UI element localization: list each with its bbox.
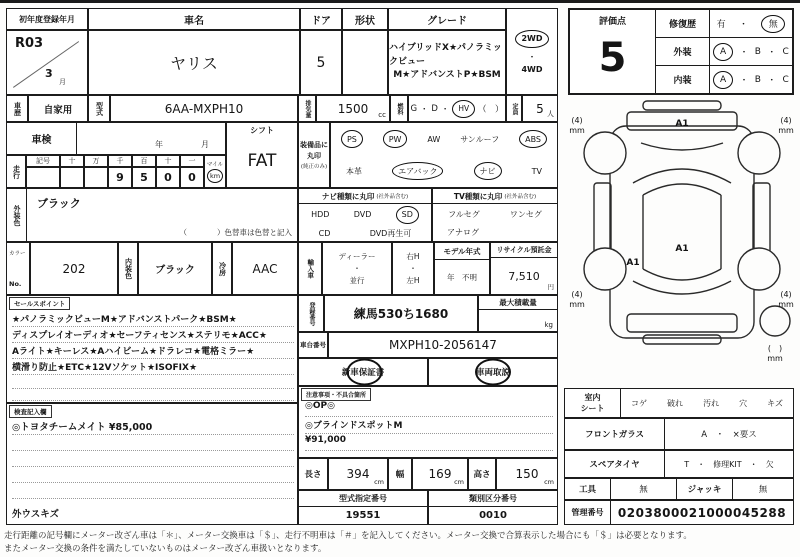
fuel-paren: （ ） bbox=[478, 104, 504, 115]
tv-oneseg: ワンセグ bbox=[509, 210, 542, 219]
tv-type-header: TV種類に丸印 (社外品含む) bbox=[433, 189, 557, 204]
exterior-grade-value: A ・ B ・ C bbox=[710, 38, 792, 66]
warranty-label: 新車保証書 bbox=[341, 368, 385, 378]
navi-cd: CD bbox=[318, 228, 331, 238]
recycle-cell bbox=[490, 242, 558, 295]
interior-color-label: 内装色 bbox=[118, 242, 138, 295]
navi-row2 bbox=[299, 225, 431, 241]
exterior-color-value: ブラック bbox=[37, 197, 81, 210]
seat-tear: 破れ bbox=[667, 398, 684, 408]
tread-depth-fr: (4) bbox=[780, 116, 792, 125]
rear-bumper bbox=[627, 314, 737, 332]
notes-tab: 注意事項・不具合箇所 bbox=[301, 388, 371, 401]
svg-text:mm: mm bbox=[778, 300, 794, 309]
reg-no-label: 登録番号 bbox=[298, 295, 324, 332]
notes-line: ◎OP◎ bbox=[305, 401, 553, 417]
shift-label: シフト bbox=[250, 126, 274, 135]
width-unit: cm bbox=[454, 478, 464, 486]
spare-tire-value: T ・ 修理KIT ・ 欠 bbox=[684, 459, 774, 469]
capacity-label: 定員 bbox=[506, 95, 522, 122]
circle-mark bbox=[475, 359, 511, 386]
history-value: 自家用 bbox=[28, 95, 88, 122]
grade-cell bbox=[388, 30, 506, 95]
type-designation-value: 19551 bbox=[345, 510, 381, 521]
car-name-cell: ヤリス bbox=[88, 30, 300, 95]
navi-row1 bbox=[299, 204, 431, 225]
seat-burn: コゲ bbox=[631, 398, 648, 408]
length-unit: cm bbox=[374, 478, 384, 486]
payload-cell bbox=[478, 295, 558, 332]
fuel-d: D bbox=[431, 103, 438, 114]
mileage-sign-cell bbox=[26, 167, 60, 188]
seat-row bbox=[564, 388, 794, 418]
equip-ps: PS bbox=[341, 130, 363, 148]
mileage-digit: 9 bbox=[108, 167, 132, 188]
drive-dot: ・ bbox=[527, 52, 537, 63]
score-label: 評価点 bbox=[598, 16, 626, 27]
ac-label: 冷房 bbox=[212, 242, 232, 295]
door-header: ドア bbox=[300, 8, 342, 30]
navi-hdd: HDD bbox=[311, 210, 330, 219]
check-entry-tab: 検査記入欄 bbox=[9, 405, 52, 418]
sales-line: ★パノラミックビューM★アドバンストパーク★BSM★ bbox=[12, 312, 294, 327]
interior-grade-label: 内装 bbox=[656, 66, 710, 93]
top-rule bbox=[0, 0, 800, 3]
inspection-label: 車検 bbox=[7, 123, 77, 154]
recycle-header: リサイクル預託金 bbox=[491, 243, 557, 258]
rear-window-line bbox=[633, 281, 731, 294]
recycle-value: 7,510 bbox=[508, 269, 540, 283]
recycle-unit: 円 bbox=[547, 283, 554, 291]
interior-grade-a: A bbox=[713, 71, 733, 89]
svg-text:mm: mm bbox=[767, 354, 783, 363]
navi-type-header: ナビ種類に丸印 (社外品含む) bbox=[299, 189, 431, 204]
shift-value: FAT bbox=[247, 151, 277, 171]
svg-text:mm: mm bbox=[569, 300, 585, 309]
seat-scratch: キズ bbox=[767, 398, 783, 408]
tv-row1 bbox=[433, 204, 557, 225]
history-label: 車歴 bbox=[6, 95, 28, 122]
seat-label: 室内 シート bbox=[565, 389, 621, 417]
roof-rear-line bbox=[643, 269, 721, 280]
model-code-value: 6AA-MXPH10 bbox=[110, 95, 298, 122]
tv-fullseg: フルセグ bbox=[448, 210, 480, 219]
capacity-value: 5 人 bbox=[522, 95, 558, 122]
seat-hole: 穴 bbox=[739, 398, 748, 408]
navi-type-cell bbox=[298, 188, 432, 242]
length-label: 長さ bbox=[298, 458, 328, 490]
evaluation-box bbox=[568, 8, 794, 95]
type-designation-header: 型式指定番号 bbox=[299, 491, 427, 507]
tread-depth-spare: ( ) bbox=[767, 344, 783, 353]
equip-airbag: エアバック bbox=[392, 162, 443, 180]
inspection-year-label: 年 bbox=[155, 140, 163, 149]
exterior-color-cell bbox=[6, 188, 298, 242]
exterior-grade-a: A bbox=[713, 43, 733, 61]
height-unit: cm bbox=[544, 478, 554, 486]
footer-note bbox=[4, 530, 796, 556]
front-trim bbox=[643, 101, 721, 110]
management-number: 0203800021000045288 bbox=[617, 505, 787, 520]
check-bottom-note: 外ウスキズ bbox=[12, 509, 60, 520]
score-cell bbox=[570, 10, 656, 93]
drive-4wd: 4WD bbox=[521, 64, 543, 74]
class-division-header: 類別区分番号 bbox=[429, 491, 557, 507]
mileage-col-ju: 十 bbox=[156, 155, 180, 167]
sales-line: Aライト★キーレス★Aハイビーム★ドラレコ★電格ミラー★ bbox=[12, 344, 294, 359]
mileage-col-kigo: 記号 bbox=[26, 155, 60, 167]
car-diagram bbox=[563, 99, 800, 387]
mile-label: マイル bbox=[206, 162, 224, 168]
damage-code-roof: A1 bbox=[675, 244, 689, 254]
drive-cell bbox=[506, 8, 558, 95]
mileage-col-man: 万 bbox=[84, 155, 108, 167]
ruled-line bbox=[12, 375, 294, 389]
reg-date-cell bbox=[6, 30, 88, 95]
tools-row bbox=[564, 478, 794, 500]
management-label: 管理番号 bbox=[565, 501, 611, 524]
car-top-view bbox=[563, 99, 800, 387]
import-label: 輸入車 bbox=[298, 242, 322, 295]
inspection-cell bbox=[6, 122, 226, 155]
equipment-label: 装備品に 丸印 (純正のみ) bbox=[298, 122, 330, 188]
equipment-row2 bbox=[330, 155, 558, 188]
equip-abs: ABS bbox=[519, 130, 547, 148]
import-handle-cell: 右H ・ 左H bbox=[392, 242, 434, 295]
model-year-value: 年 不明 bbox=[447, 272, 477, 282]
spare-tire-label: スペアタイヤ bbox=[565, 451, 665, 477]
equip-aw: AW bbox=[427, 134, 441, 144]
exterior-grade-label: 外装 bbox=[656, 38, 710, 66]
length-value: 394 cm bbox=[328, 458, 388, 490]
damage-code-front: A1 bbox=[675, 119, 689, 129]
jack-value: 無 bbox=[758, 485, 768, 495]
notes-line: ◎ブラインドスポットM bbox=[305, 418, 553, 434]
equip-pw: PW bbox=[383, 130, 408, 148]
ruled-line bbox=[12, 451, 294, 467]
equip-navi: ナビ bbox=[474, 162, 502, 180]
mileage-unit-cell bbox=[204, 155, 226, 188]
mileage-digit: 5 bbox=[132, 167, 156, 188]
repair-label: 修復歴 bbox=[656, 10, 710, 38]
drive-2wd: 2WD bbox=[515, 30, 548, 48]
color-no-label: カラー No. bbox=[6, 242, 30, 295]
shape-header: 形状 bbox=[342, 8, 388, 30]
tv-type-cell bbox=[432, 188, 558, 242]
sales-point-tab: セールスポイント bbox=[9, 297, 70, 310]
sales-line: 横滑り防止★ETC★12Vソケット★ISOFIX★ bbox=[12, 360, 294, 375]
repair-yes: 有 bbox=[716, 20, 726, 30]
tread-depth-fl: (4) bbox=[571, 116, 583, 125]
exterior-color-note: （ ）色替車は色替と記入 bbox=[179, 228, 292, 237]
equipment-row1 bbox=[330, 122, 558, 155]
mileage-col-ichi: 一 bbox=[180, 155, 204, 167]
tools-value: 無 bbox=[611, 479, 677, 499]
reg-date-header: 初年度登録年月 bbox=[6, 8, 88, 30]
grade-line1: ハイブリッドX★パノラミックビュー bbox=[389, 43, 502, 67]
color-no-value: 202 bbox=[30, 242, 118, 295]
windshield-value: A ・ ×要ス bbox=[701, 430, 757, 440]
repair-no: 無 bbox=[761, 15, 785, 33]
class-division-cell bbox=[428, 490, 558, 525]
import-dealer-cell: ディーラー ・ 並行 bbox=[322, 242, 392, 295]
check-entry-box bbox=[6, 403, 298, 525]
ruled-line bbox=[12, 389, 294, 401]
capacity-unit: 人 bbox=[547, 110, 554, 118]
width-label: 幅 bbox=[388, 458, 412, 490]
tools-label: 工具 bbox=[565, 479, 611, 499]
interior-grade-c: C bbox=[782, 74, 789, 85]
front-left-wheel bbox=[584, 132, 626, 174]
exterior-color-label: 外装色 bbox=[7, 189, 27, 241]
mileage-digit bbox=[60, 167, 84, 188]
repair-value: 有 ・ 無 bbox=[710, 10, 792, 38]
mileage-col-10man: 十 bbox=[60, 155, 84, 167]
shape-cell bbox=[342, 30, 388, 95]
car-body bbox=[610, 126, 754, 338]
grade-header: グレード bbox=[388, 8, 506, 30]
inspection-month-label: 月 bbox=[201, 140, 209, 149]
equip-tv: TV bbox=[531, 166, 542, 176]
ruled-line bbox=[12, 483, 294, 499]
tread-depth-rl: (4) bbox=[571, 290, 583, 299]
reg-no-value: 練馬530ち1680 bbox=[324, 295, 478, 332]
notes-box bbox=[298, 386, 558, 458]
warranty-cell bbox=[298, 358, 428, 386]
windshield-label: フロントガラス bbox=[565, 419, 665, 449]
type-designation-cell bbox=[298, 490, 428, 525]
grade-line2: M★アドバンストP★BSM bbox=[393, 70, 501, 81]
km-label: km bbox=[207, 169, 223, 183]
tv-analog: アナログ bbox=[447, 228, 479, 237]
fuel-label: 燃料 bbox=[390, 95, 408, 122]
windshield-line bbox=[633, 169, 731, 183]
equip-sunroof: サンルーフ bbox=[460, 134, 500, 144]
fuel-g: G bbox=[410, 103, 418, 114]
windshield-row bbox=[564, 418, 794, 450]
payload-header: 最大積載量 bbox=[479, 296, 557, 310]
displacement-label: 排気量 bbox=[298, 95, 316, 122]
rear-right-wheel bbox=[738, 248, 780, 290]
height-value: 150 cm bbox=[496, 458, 558, 490]
manual-cell bbox=[428, 358, 558, 386]
manual-label: 車両取説 bbox=[475, 368, 510, 378]
interior-grade-b: B bbox=[754, 74, 761, 85]
mileage-col-sen: 千 bbox=[108, 155, 132, 167]
check-entry-line: ◎トヨタチームメイト ¥85,000 bbox=[12, 419, 294, 435]
exterior-grade-c: C bbox=[782, 46, 789, 57]
car-name-header: 車名 bbox=[88, 8, 300, 30]
svg-text:mm: mm bbox=[778, 126, 794, 135]
interior-grade-value: A ・ B ・ C bbox=[710, 66, 792, 93]
reg-month: 3 bbox=[45, 67, 53, 80]
exterior-grade-b: B bbox=[754, 46, 761, 57]
interior-color-value: ブラック bbox=[138, 242, 212, 295]
score-value: 5 bbox=[598, 35, 627, 81]
rear-trim bbox=[643, 335, 721, 344]
footer-line1: 走行距離の記号欄にメーター改ざん車は「＊」、メーター交換車は「＄」、走行不明車は「＃」を記入してください。メーター交換で合算表示した場合にも「＄」は必要となります。 bbox=[4, 531, 692, 541]
front-right-wheel bbox=[738, 132, 780, 174]
seat-stain: 汚れ bbox=[703, 398, 720, 408]
circle-mark bbox=[346, 359, 382, 386]
class-division-value: 0010 bbox=[479, 510, 507, 521]
sales-point-box bbox=[6, 295, 298, 403]
spare-tire-row bbox=[564, 450, 794, 478]
fuel-hv: HV bbox=[452, 100, 475, 118]
payload-unit: kg bbox=[544, 321, 553, 329]
management-row bbox=[564, 500, 794, 525]
footer-line2: またメーター交換の条件を満たしていないものはメーター改ざん車扱いとなります。 bbox=[4, 544, 327, 555]
roof-front-line bbox=[643, 184, 721, 195]
rear-left-wheel bbox=[584, 248, 626, 290]
jack-label: ジャッキ bbox=[677, 479, 733, 499]
fuel-value: G ・ D ・ HV （ ） bbox=[408, 95, 506, 122]
navi-dvd: DVD bbox=[353, 210, 372, 219]
displacement-value: 1500 cc bbox=[316, 95, 390, 122]
ac-value: AAC bbox=[232, 242, 298, 295]
equip-leather: 本革 bbox=[346, 166, 363, 176]
mileage-digit: 0 bbox=[180, 167, 204, 188]
mileage-label: 走行 bbox=[6, 155, 26, 188]
model-code-label: 型式 bbox=[88, 95, 110, 122]
tread-depth-rr: (4) bbox=[780, 290, 792, 299]
reg-year: R03 bbox=[15, 36, 44, 51]
navi-dvd-play: DVD再生可 bbox=[369, 228, 412, 238]
sales-line: ディスプレイオーディオ★セーフティセンス★ステリモ★ACC★ bbox=[12, 328, 294, 343]
shift-cell bbox=[226, 122, 298, 188]
svg-text:mm: mm bbox=[569, 126, 585, 135]
model-year-cell bbox=[434, 242, 490, 295]
ruled-line bbox=[12, 435, 294, 451]
mileage-digit bbox=[84, 167, 108, 188]
seat-items bbox=[621, 389, 793, 417]
chassis-value: MXPH10-2056147 bbox=[328, 332, 558, 358]
mileage-col-hyaku: 百 bbox=[132, 155, 156, 167]
model-year-header: モデル年式 bbox=[435, 243, 489, 260]
ruled-line bbox=[12, 467, 294, 483]
notes-line: ¥91,000 bbox=[305, 435, 553, 451]
mileage-digit: 0 bbox=[156, 167, 180, 188]
spare-tire-circle bbox=[760, 306, 790, 336]
damage-code-left: A1 bbox=[626, 258, 640, 268]
height-label: 高さ bbox=[468, 458, 496, 490]
hood-line bbox=[641, 143, 723, 150]
reg-month-unit: 月 bbox=[59, 78, 66, 86]
displacement-unit: cc bbox=[378, 111, 386, 119]
width-value: 169 cm bbox=[412, 458, 468, 490]
chassis-label: 車台番号 bbox=[298, 332, 328, 358]
door-cell: 5 bbox=[300, 30, 342, 95]
navi-sd: SD bbox=[396, 206, 419, 224]
